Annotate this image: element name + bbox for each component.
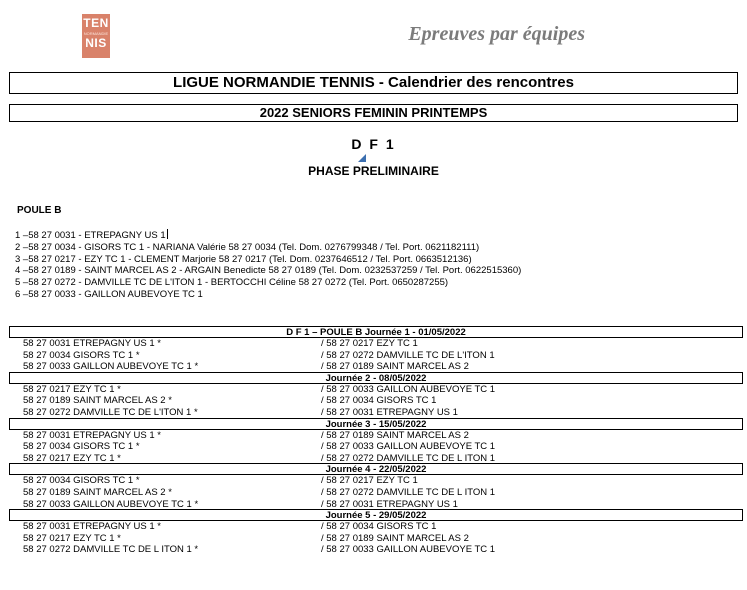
home-team: 58 27 0033 GAILLON AUBEVOYE TC 1 * <box>23 361 199 373</box>
away-team: / 58 27 0033 GAILLON AUBEVOYE TC 1 <box>321 383 496 395</box>
away-team: / 58 27 0189 SAINT MARCEL AS 2 <box>321 361 469 373</box>
away-team: / 58 27 0034 GISORS TC 1 <box>321 395 437 407</box>
match-row <box>9 533 743 545</box>
match-row <box>9 350 743 362</box>
home-team: 58 27 0272 DAMVILLE TC DE L ITON 1 * <box>23 544 199 556</box>
team-line: 4 –58 27 0189 - SAINT MARCEL AS 2 - ARGAIN Benedicte 58 27 0189 (Tel. Dom. 0232537259 / Tel. Port. 0622515360) <box>15 265 522 277</box>
match-row <box>9 430 743 442</box>
tennis-logo <box>82 14 110 58</box>
away-team: / 58 27 0189 SAINT MARCEL AS 2 <box>321 532 469 544</box>
text-cursor <box>167 229 168 239</box>
away-team: / 58 27 0031 ETREPAGNY US 1 <box>321 498 458 510</box>
match-row <box>9 395 743 407</box>
home-team: 58 27 0031 ETREPAGNY US 1 * <box>23 521 162 533</box>
corner-marker-icon <box>358 154 366 162</box>
away-team: / 58 27 0217 EZY TC 1 <box>321 475 418 487</box>
team-text: 1 –58 27 0031 - ETREPAGNY US 1 <box>15 230 166 241</box>
team-line: 3 –58 27 0217 - EZY TC 1 - CLEMENT Marjorie 58 27 0217 (Tel. Dom. 0237646512 / Tel. Port. 0663512136) <box>15 253 472 265</box>
team-list <box>15 229 521 301</box>
match-row <box>9 338 743 350</box>
match-row <box>9 384 743 396</box>
team-line <box>15 229 521 242</box>
journee-header: Journée 2 - 08/05/2022 <box>9 372 743 384</box>
away-team: / 58 27 0272 DAMVILLE TC DE L'ITON 1 <box>321 349 495 361</box>
header-title: Epreuves par équipes <box>408 23 585 45</box>
match-row <box>9 453 743 465</box>
match-row <box>9 407 743 419</box>
team-line: 2 –58 27 0034 - GISORS TC 1 - NARIANA Valérie 58 27 0034 (Tel. Dom. 0276799348 / Tel. Port. 0621182111) <box>15 241 480 253</box>
team-line: 5 –58 27 0272 - DAMVILLE TC DE L'ITON 1 - BERTOCCHI Céline 58 27 0272 (Tel. Port. 0650287255) <box>15 277 449 289</box>
phase-title: PHASE PRELIMINAIRE <box>308 164 439 178</box>
journee-header: Journée 4 - 22/05/2022 <box>9 463 743 475</box>
home-team: 58 27 0272 DAMVILLE TC DE L'ITON 1 * <box>23 406 198 418</box>
away-team: / 58 27 0031 ETREPAGNY US 1 <box>321 406 458 418</box>
match-row <box>9 487 743 499</box>
home-team: 58 27 0031 ETREPAGNY US 1 * <box>23 338 162 349</box>
away-team: / 58 27 0034 GISORS TC 1 <box>321 521 437 533</box>
away-team: / 58 27 0189 SAINT MARCEL AS 2 <box>321 429 469 441</box>
away-team: / 58 27 0033 GAILLON AUBEVOYE TC 1 <box>321 441 496 453</box>
division-title: D F 1 <box>351 136 396 152</box>
schedule <box>9 327 743 556</box>
home-team: 58 27 0034 GISORS TC 1 * <box>23 475 140 487</box>
match-row <box>9 441 743 453</box>
home-team: 58 27 0189 SAINT MARCEL AS 2 * <box>23 486 172 498</box>
logo-line-2: NIS <box>85 36 107 50</box>
team-line: 6 –58 27 0033 - GAILLON AUBEVOYE TC 1 <box>15 288 203 300</box>
home-team: 58 27 0217 EZY TC 1 * <box>23 452 121 464</box>
home-team: 58 27 0033 GAILLON AUBEVOYE TC 1 * <box>23 498 199 510</box>
league-title: LIGUE NORMANDIE TENNIS - Calendrier des rencontres <box>9 72 738 94</box>
home-team: 58 27 0217 EZY TC 1 * <box>23 532 121 544</box>
match-row <box>9 521 743 533</box>
journee-header: Journée 3 - 15/05/2022 <box>9 418 743 430</box>
logo-line-1: TEN <box>83 16 109 30</box>
logo-small-text: NORMANDIE <box>83 31 109 36</box>
away-team: / 58 27 0272 DAMVILLE TC DE L ITON 1 <box>321 486 496 498</box>
journee-header: D F 1 – POULE B Journée 1 - 01/05/2022 <box>9 326 743 338</box>
away-team: / 58 27 0217 EZY TC 1 <box>321 338 418 349</box>
home-team: 58 27 0189 SAINT MARCEL AS 2 * <box>23 395 172 407</box>
season-title: 2022 SENIORS FEMININ PRINTEMPS <box>9 104 738 122</box>
home-team: 58 27 0031 ETREPAGNY US 1 * <box>23 429 162 441</box>
poule-label: POULE B <box>17 205 62 216</box>
match-row <box>9 475 743 487</box>
home-team: 58 27 0034 GISORS TC 1 * <box>23 349 140 361</box>
match-row <box>9 544 743 556</box>
home-team: 58 27 0034 GISORS TC 1 * <box>23 441 140 453</box>
journee-header: Journée 5 - 29/05/2022 <box>9 509 743 521</box>
away-team: / 58 27 0272 DAMVILLE TC DE L ITON 1 <box>321 452 496 464</box>
away-team: / 58 27 0033 GAILLON AUBEVOYE TC 1 <box>321 544 496 556</box>
match-row <box>9 499 743 511</box>
match-row <box>9 361 743 373</box>
home-team: 58 27 0217 EZY TC 1 * <box>23 383 121 395</box>
